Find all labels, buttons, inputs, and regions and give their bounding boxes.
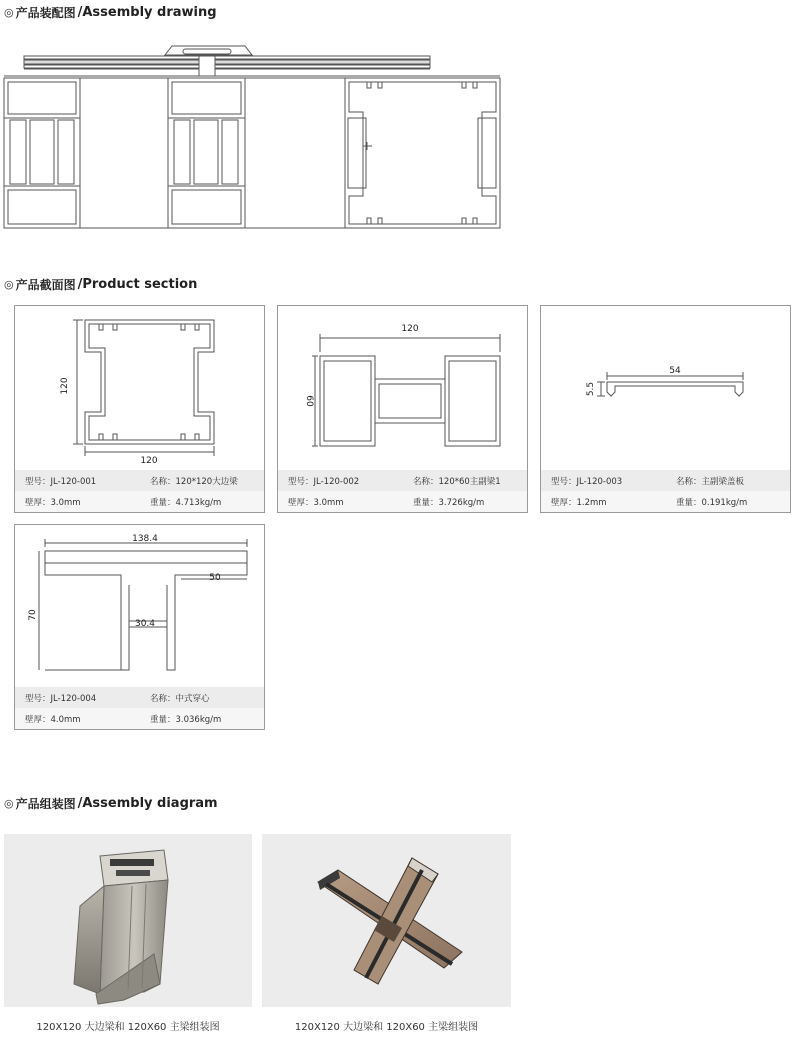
spec-name: 名称：主副梁盖板 (676, 476, 745, 487)
profile-drawing-120x120 (15, 306, 266, 472)
spec-wall: 壁厚：3.0mm (25, 497, 81, 508)
spec-name: 名称：中式穿心 (150, 693, 210, 704)
dim-flange: 50 (209, 573, 221, 583)
spec-weight: 重量：0.191kg/m (676, 497, 748, 508)
dim-width: 138.4 (132, 534, 158, 544)
assembly-caption-2: 120X120 大边梁和 120X60 主梁组装图 (294, 1022, 479, 1033)
spec-wall: 壁厚：4.0mm (25, 714, 81, 725)
circle-bullet-icon: ◎ (4, 6, 14, 19)
section-title-en: /Assembly diagram (77, 796, 218, 811)
spec-weight: 重量：4.713kg/m (150, 497, 222, 508)
spec-weight: 重量：3.036kg/m (150, 714, 222, 725)
circle-bullet-icon: ◎ (4, 797, 14, 810)
assembly-photo-2 (262, 834, 511, 1007)
spec-table (278, 470, 527, 512)
product-card-jl-120-003 (540, 305, 791, 513)
spec-model: 型号：JL-120-004 (25, 693, 97, 704)
profile-drawing-cover-plate (541, 306, 792, 472)
dim-height: 5.5 (586, 381, 596, 397)
assembly-photo-1 (4, 834, 252, 1007)
section-title-assembly-drawing (4, 4, 217, 21)
product-card-jl-120-002 (277, 305, 528, 513)
dim-width: 54 (669, 366, 681, 376)
spec-weight: 重量：3.726kg/m (413, 497, 485, 508)
section-title-product-section (4, 276, 197, 293)
section-title-cn: 产品截面图 (15, 278, 76, 292)
section-title-assembly-diagram (4, 795, 218, 812)
dim-height: 70 (28, 609, 38, 621)
assembly-drawing (0, 36, 510, 236)
spec-model: 型号：JL-120-003 (551, 476, 623, 487)
product-card-jl-120-004 (14, 524, 265, 730)
section-title-cn: 产品装配图 (15, 6, 76, 20)
spec-model: 型号：JL-120-002 (288, 476, 360, 487)
spec-table (15, 470, 264, 512)
spec-name: 名称：120*60主副梁1 (413, 476, 501, 487)
aluminum-profile-corner-photo (4, 834, 252, 1007)
section-title-en: /Product section (77, 277, 198, 292)
dim-stem: 30.4 (134, 619, 156, 629)
dim-height: 120 (60, 377, 70, 395)
product-card-jl-120-001 (14, 305, 265, 513)
spec-wall: 壁厚：3.0mm (288, 497, 344, 508)
spec-name: 名称：120*120大边梁 (150, 476, 238, 487)
section-title-en: /Assembly drawing (77, 5, 217, 20)
assembly-caption-1: 120X120 大边梁和 120X60 主梁组装图 (36, 1022, 220, 1033)
profile-drawing-120x60 (278, 306, 529, 472)
dim-height: 60 (304, 395, 314, 407)
dim-width: 120 (401, 324, 419, 334)
section-title-cn: 产品组装图 (15, 797, 76, 811)
profile-drawing-center-t (15, 525, 266, 689)
aluminum-beam-cross-photo (262, 834, 511, 1007)
circle-bullet-icon: ◎ (4, 278, 14, 291)
spec-model: 型号：JL-120-001 (25, 476, 97, 487)
spec-table (541, 470, 790, 512)
spec-table (15, 687, 264, 729)
spec-wall: 壁厚：1.2mm (551, 497, 607, 508)
dim-width: 120 (140, 456, 158, 466)
